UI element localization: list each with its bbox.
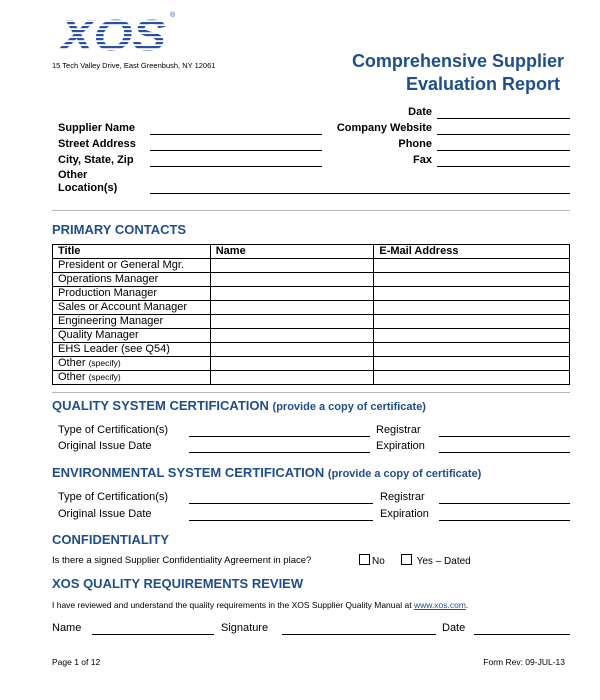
quality-cert-subtitle: (provide a copy of certificate) <box>272 401 426 413</box>
company-website-field[interactable] <box>437 134 570 135</box>
phone-label: Phone <box>398 138 432 150</box>
contact-email-cell[interactable] <box>374 259 570 273</box>
date-label: Date <box>408 106 432 118</box>
contact-email-cell[interactable] <box>374 329 570 343</box>
confidentiality-question: Is there a signed Supplier Confidentiality Agreement in place? <box>52 555 312 566</box>
city-state-zip-label: City, State, Zip <box>58 154 134 166</box>
review-heading: XOS QUALITY REQUIREMENTS REVIEW <box>52 576 304 591</box>
other-locations-label-line2: Location(s) <box>58 182 118 194</box>
contact-title: Other <box>58 357 86 369</box>
contact-email-cell[interactable] <box>374 371 570 385</box>
env-registrar-label: Registrar <box>380 491 425 503</box>
report-title-line1: Comprehensive Supplier <box>351 51 564 71</box>
xos-website-link[interactable]: www.xos.com <box>413 600 466 610</box>
table-row <box>53 301 570 315</box>
primary-contacts-heading: PRIMARY CONTACTS <box>52 222 187 237</box>
contact-title-cell <box>53 273 211 287</box>
review-date-label: Date <box>442 622 466 634</box>
contact-email-cell[interactable] <box>374 273 570 287</box>
xos-logo <box>58 10 176 56</box>
quality-expiration-label: Expiration <box>376 440 425 452</box>
contact-title-cell <box>53 329 211 343</box>
contact-email-cell[interactable] <box>374 287 570 301</box>
contact-title-cell <box>53 315 211 329</box>
quality-issue-date-label: Original Issue Date <box>58 440 152 452</box>
other-locations-label-line1: Other <box>58 169 88 181</box>
contact-title: President or General Mgr. <box>58 259 184 271</box>
phone-field[interactable] <box>437 150 570 151</box>
env-cert-subtitle: (provide a copy of certificate) <box>327 468 482 480</box>
review-statement-period: . <box>465 600 469 610</box>
contact-title: Engineering Manager <box>58 315 164 327</box>
quality-type-field[interactable] <box>189 436 370 437</box>
env-type-field[interactable] <box>189 503 373 504</box>
env-type-label: Type of Certification(s) <box>58 491 169 503</box>
contact-title-cell <box>53 301 211 315</box>
env-cert-title: ENVIRONMENTAL SYSTEM CERTIFICATION <box>52 465 325 480</box>
contact-title: Sales or Account Manager <box>58 301 188 313</box>
contact-title: Other <box>58 371 86 383</box>
report-title <box>352 50 564 96</box>
page-number: Page 1 of 12 <box>52 657 101 667</box>
table-row <box>53 315 570 329</box>
city-state-zip-field[interactable] <box>150 166 322 167</box>
table-row <box>53 273 570 287</box>
contact-email-cell[interactable] <box>374 315 570 329</box>
quality-registrar-field[interactable] <box>439 436 570 437</box>
contact-name-cell[interactable] <box>210 273 374 287</box>
registered-mark: ® <box>170 12 176 19</box>
confidentiality-yes-option[interactable] <box>401 554 471 567</box>
review-name-field[interactable] <box>92 634 214 635</box>
svg-text:XOS: XOS <box>58 11 166 56</box>
env-registrar-field[interactable] <box>439 503 570 504</box>
contact-name-cell[interactable] <box>210 357 374 371</box>
fax-label: Fax <box>413 154 432 166</box>
column-header-title: Title <box>53 245 211 259</box>
confidentiality-heading: CONFIDENTIALITY <box>52 532 169 547</box>
contact-title-cell <box>53 371 211 385</box>
other-locations-label <box>58 169 117 195</box>
env-expiration-field[interactable] <box>439 520 570 521</box>
date-field[interactable] <box>437 118 570 119</box>
table-row <box>53 371 570 385</box>
env-issue-date-label: Original Issue Date <box>58 508 152 520</box>
contact-name-cell[interactable] <box>210 343 374 357</box>
table-header-row <box>53 245 570 259</box>
contact-email-cell[interactable] <box>374 343 570 357</box>
table-row <box>53 343 570 357</box>
section-divider <box>52 392 570 393</box>
contact-title-cell <box>53 357 211 371</box>
no-checkbox[interactable] <box>359 554 370 565</box>
review-statement <box>52 600 468 610</box>
section-divider <box>52 210 570 211</box>
company-address: 15 Tech Valley Drive, East Greenbush, NY 12061 <box>52 61 216 70</box>
contact-name-cell[interactable] <box>210 371 374 385</box>
review-date-field[interactable] <box>474 634 570 635</box>
company-website-label: Company Website <box>336 122 432 134</box>
review-signature-label: Signature <box>221 622 269 634</box>
contact-name-cell[interactable] <box>210 315 374 329</box>
quality-issue-date-field[interactable] <box>189 452 370 453</box>
other-locations-field[interactable] <box>150 193 570 194</box>
contact-name-cell[interactable] <box>210 301 374 315</box>
contact-title: Production Manager <box>58 287 158 299</box>
env-expiration-label: Expiration <box>380 508 429 520</box>
no-label: No <box>372 556 385 567</box>
review-signature-field[interactable] <box>282 634 436 635</box>
quality-cert-title: QUALITY SYSTEM CERTIFICATION <box>52 398 269 413</box>
supplier-name-label: Supplier Name <box>58 122 136 134</box>
quality-registrar-label: Registrar <box>376 424 421 436</box>
contact-email-cell[interactable] <box>374 357 570 371</box>
quality-expiration-field[interactable] <box>439 452 570 453</box>
primary-contacts-table <box>52 244 570 385</box>
env-cert-heading <box>52 465 481 480</box>
form-revision: Form Rev: 09-JUL-13 <box>483 657 565 667</box>
contact-title: Quality Manager <box>58 329 139 341</box>
table-row <box>53 287 570 301</box>
column-header-name: Name <box>210 245 374 259</box>
env-issue-date-field[interactable] <box>189 520 373 521</box>
review-name-label: Name <box>52 622 82 634</box>
contact-name-cell[interactable] <box>210 287 374 301</box>
contact-email-cell[interactable] <box>374 301 570 315</box>
contact-title: Operations Manager <box>58 273 159 285</box>
specify-note: (specify) <box>88 358 121 368</box>
supplier-name-field[interactable] <box>150 134 322 135</box>
contact-title-cell <box>53 259 211 273</box>
quality-cert-heading <box>52 398 426 413</box>
street-address-field[interactable] <box>150 150 322 151</box>
specify-note: (specify) <box>88 372 121 382</box>
column-header-email: E-Mail Address <box>374 245 570 259</box>
table-row <box>53 357 570 371</box>
xos-logo-graphic <box>58 10 176 56</box>
street-address-label: Street Address <box>58 138 136 150</box>
contact-name-cell[interactable] <box>210 259 374 273</box>
contact-title-cell <box>53 343 211 357</box>
fax-field[interactable] <box>437 166 570 167</box>
yes-checkbox[interactable] <box>401 554 412 565</box>
report-title-line2: Evaluation Report <box>405 74 560 94</box>
table-row <box>53 259 570 273</box>
quality-type-label: Type of Certification(s) <box>58 424 169 436</box>
yes-label: Yes – Dated <box>416 556 471 567</box>
contact-name-cell[interactable] <box>210 329 374 343</box>
contact-title-cell <box>53 287 211 301</box>
contact-title: EHS Leader (see Q54) <box>58 343 170 355</box>
table-row <box>53 329 570 343</box>
review-statement-text: I have reviewed and understand the quality requirements in the XOS Supplier Quality Manual at <box>52 600 412 610</box>
confidentiality-no-option[interactable] <box>359 554 385 567</box>
